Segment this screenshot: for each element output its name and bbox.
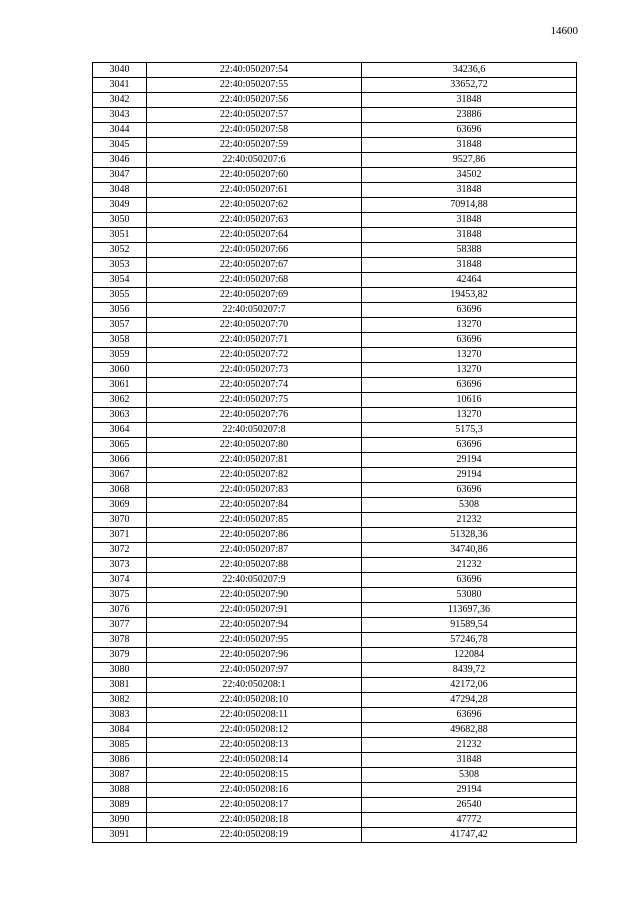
row-number-cell: 3057	[93, 318, 147, 333]
row-number-cell: 3086	[93, 753, 147, 768]
cadastral-number-cell: 22:40:050207:82	[147, 468, 362, 483]
table-row	[93, 513, 577, 528]
table-row	[93, 603, 577, 618]
row-number-cell: 3091	[93, 828, 147, 843]
cadastral-number-cell: 22:40:050207:57	[147, 108, 362, 123]
row-number-cell: 3064	[93, 423, 147, 438]
row-number-cell: 3077	[93, 618, 147, 633]
table-row	[93, 693, 577, 708]
cadastral-number-cell: 22:40:050208:12	[147, 723, 362, 738]
table-row	[93, 378, 577, 393]
row-number-cell: 3053	[93, 258, 147, 273]
table-row	[93, 708, 577, 723]
cadastral-number-cell: 22:40:050208:18	[147, 813, 362, 828]
cadastral-number-cell: 22:40:050207:94	[147, 618, 362, 633]
cadastral-number-cell: 22:40:050207:6	[147, 153, 362, 168]
cadastral-number-cell: 22:40:050207:76	[147, 408, 362, 423]
table-row	[93, 138, 577, 153]
cadastral-value-cell: 63696	[362, 303, 577, 318]
cadastral-number-cell: 22:40:050207:87	[147, 543, 362, 558]
cadastral-value-cell: 58388	[362, 243, 577, 258]
table-row	[93, 618, 577, 633]
cadastral-value-cell: 23886	[362, 108, 577, 123]
cadastral-value-cell: 63696	[362, 333, 577, 348]
cadastral-number-cell: 22:40:050207:60	[147, 168, 362, 183]
cadastral-value-cell: 63696	[362, 708, 577, 723]
cadastral-number-cell: 22:40:050207:63	[147, 213, 362, 228]
cadastral-value-cell: 34236,6	[362, 63, 577, 78]
cadastral-number-cell: 22:40:050208:17	[147, 798, 362, 813]
cadastral-number-cell: 22:40:050207:67	[147, 258, 362, 273]
table-row	[93, 78, 577, 93]
table-row	[93, 633, 577, 648]
cadastral-number-cell: 22:40:050208:1	[147, 678, 362, 693]
cadastral-number-cell: 22:40:050207:83	[147, 483, 362, 498]
table-row	[93, 663, 577, 678]
row-number-cell: 3061	[93, 378, 147, 393]
row-number-cell: 3068	[93, 483, 147, 498]
cadastral-number-cell: 22:40:050208:14	[147, 753, 362, 768]
table-body	[93, 63, 577, 843]
row-number-cell: 3051	[93, 228, 147, 243]
row-number-cell: 3088	[93, 783, 147, 798]
cadastral-number-cell: 22:40:050207:86	[147, 528, 362, 543]
cadastral-value-cell: 47294,28	[362, 693, 577, 708]
row-number-cell: 3046	[93, 153, 147, 168]
table-row	[93, 423, 577, 438]
cadastral-value-cell: 10616	[362, 393, 577, 408]
table-row	[93, 468, 577, 483]
row-number-cell: 3054	[93, 273, 147, 288]
cadastral-number-cell: 22:40:050207:72	[147, 348, 362, 363]
cadastral-number-cell: 22:40:050207:8	[147, 423, 362, 438]
row-number-cell: 3056	[93, 303, 147, 318]
cadastral-number-cell: 22:40:050207:70	[147, 318, 362, 333]
cadastral-number-cell: 22:40:050207:64	[147, 228, 362, 243]
cadastral-number-cell: 22:40:050207:69	[147, 288, 362, 303]
cadastral-value-cell: 63696	[362, 483, 577, 498]
cadastral-number-cell: 22:40:050208:15	[147, 768, 362, 783]
row-number-cell: 3076	[93, 603, 147, 618]
cadastral-number-cell: 22:40:050207:66	[147, 243, 362, 258]
cadastral-number-cell: 22:40:050207:9	[147, 573, 362, 588]
row-number-cell: 3066	[93, 453, 147, 468]
cadastral-number-cell: 22:40:050207:91	[147, 603, 362, 618]
row-number-cell: 3063	[93, 408, 147, 423]
row-number-cell: 3040	[93, 63, 147, 78]
row-number-cell: 3085	[93, 738, 147, 753]
table-row	[93, 93, 577, 108]
row-number-cell: 3045	[93, 138, 147, 153]
cadastral-number-cell: 22:40:050207:61	[147, 183, 362, 198]
cadastral-value-cell: 63696	[362, 573, 577, 588]
cadastral-value-cell: 49682,88	[362, 723, 577, 738]
cadastral-number-cell: 22:40:050207:73	[147, 363, 362, 378]
table-row	[93, 123, 577, 138]
cadastral-value-cell: 29194	[362, 468, 577, 483]
cadastral-number-cell: 22:40:050207:75	[147, 393, 362, 408]
table-row	[93, 798, 577, 813]
cadastral-number-cell: 22:40:050207:80	[147, 438, 362, 453]
table-row	[93, 588, 577, 603]
cadastral-value-cell: 29194	[362, 453, 577, 468]
cadastral-number-cell: 22:40:050207:56	[147, 93, 362, 108]
table-row	[93, 768, 577, 783]
row-number-cell: 3087	[93, 768, 147, 783]
table-row	[93, 723, 577, 738]
cadastral-number-cell: 22:40:050207:81	[147, 453, 362, 468]
cadastral-number-cell: 22:40:050208:16	[147, 783, 362, 798]
cadastral-value-cell: 13270	[362, 348, 577, 363]
row-number-cell: 3065	[93, 438, 147, 453]
row-number-cell: 3060	[93, 363, 147, 378]
cadastral-value-table	[92, 62, 577, 843]
table-row	[93, 393, 577, 408]
cadastral-value-cell: 63696	[362, 123, 577, 138]
cadastral-value-cell: 31848	[362, 183, 577, 198]
row-number-cell: 3042	[93, 93, 147, 108]
row-number-cell: 3059	[93, 348, 147, 363]
cadastral-value-cell: 42172,06	[362, 678, 577, 693]
table-row	[93, 318, 577, 333]
cadastral-value-cell: 91589,54	[362, 618, 577, 633]
cadastral-number-cell: 22:40:050207:55	[147, 78, 362, 93]
cadastral-number-cell: 22:40:050207:84	[147, 498, 362, 513]
row-number-cell: 3043	[93, 108, 147, 123]
cadastral-number-cell: 22:40:050208:13	[147, 738, 362, 753]
row-number-cell: 3041	[93, 78, 147, 93]
cadastral-value-cell: 113697,36	[362, 603, 577, 618]
cadastral-value-cell: 13270	[362, 408, 577, 423]
cadastral-number-cell: 22:40:050207:7	[147, 303, 362, 318]
row-number-cell: 3073	[93, 558, 147, 573]
cadastral-value-cell: 19453,82	[362, 288, 577, 303]
cadastral-number-cell: 22:40:050207:96	[147, 648, 362, 663]
row-number-cell: 3083	[93, 708, 147, 723]
row-number-cell: 3052	[93, 243, 147, 258]
table-row	[93, 648, 577, 663]
cadastral-number-cell: 22:40:050208:11	[147, 708, 362, 723]
table-row	[93, 813, 577, 828]
row-number-cell: 3048	[93, 183, 147, 198]
cadastral-value-cell: 63696	[362, 378, 577, 393]
table-row	[93, 753, 577, 768]
cadastral-number-cell: 22:40:050207:97	[147, 663, 362, 678]
cadastral-number-cell: 22:40:050207:62	[147, 198, 362, 213]
row-number-cell: 3069	[93, 498, 147, 513]
row-number-cell: 3049	[93, 198, 147, 213]
cadastral-value-cell: 5308	[362, 768, 577, 783]
table-row	[93, 198, 577, 213]
table-row	[93, 678, 577, 693]
row-number-cell: 3044	[93, 123, 147, 138]
table-row	[93, 153, 577, 168]
row-number-cell: 3075	[93, 588, 147, 603]
cadastral-value-cell: 21232	[362, 513, 577, 528]
cadastral-value-cell: 53080	[362, 588, 577, 603]
row-number-cell: 3071	[93, 528, 147, 543]
row-number-cell: 3062	[93, 393, 147, 408]
table-row	[93, 348, 577, 363]
cadastral-value-cell: 41747,42	[362, 828, 577, 843]
cadastral-value-cell: 34740,86	[362, 543, 577, 558]
cadastral-value-cell: 5308	[362, 498, 577, 513]
table-row	[93, 783, 577, 798]
row-number-cell: 3047	[93, 168, 147, 183]
row-number-cell: 3078	[93, 633, 147, 648]
row-number-cell: 3072	[93, 543, 147, 558]
row-number-cell: 3050	[93, 213, 147, 228]
table-row	[93, 483, 577, 498]
table-row	[93, 183, 577, 198]
table-row	[93, 258, 577, 273]
cadastral-value-cell: 42464	[362, 273, 577, 288]
row-number-cell: 3080	[93, 663, 147, 678]
cadastral-value-cell: 31848	[362, 93, 577, 108]
cadastral-value-cell: 5175,3	[362, 423, 577, 438]
cadastral-value-cell: 47772	[362, 813, 577, 828]
cadastral-value-cell: 9527,86	[362, 153, 577, 168]
table-row	[93, 543, 577, 558]
table-row	[93, 333, 577, 348]
cadastral-number-cell: 22:40:050207:58	[147, 123, 362, 138]
row-number-cell: 3089	[93, 798, 147, 813]
row-number-cell: 3070	[93, 513, 147, 528]
cadastral-value-cell: 31848	[362, 213, 577, 228]
row-number-cell: 3074	[93, 573, 147, 588]
cadastral-value-cell: 26540	[362, 798, 577, 813]
cadastral-value-cell: 21232	[362, 738, 577, 753]
table-row	[93, 303, 577, 318]
cadastral-value-cell: 13270	[362, 318, 577, 333]
table-row	[93, 558, 577, 573]
table-row	[93, 408, 577, 423]
table-row	[93, 573, 577, 588]
cadastral-value-cell: 33652,72	[362, 78, 577, 93]
table-row	[93, 288, 577, 303]
cadastral-value-cell: 122084	[362, 648, 577, 663]
cadastral-number-cell: 22:40:050207:74	[147, 378, 362, 393]
table-row	[93, 363, 577, 378]
cadastral-value-cell: 51328,36	[362, 528, 577, 543]
cadastral-number-cell: 22:40:050207:95	[147, 633, 362, 648]
table-row	[93, 273, 577, 288]
cadastral-value-cell: 34502	[362, 168, 577, 183]
row-number-cell: 3055	[93, 288, 147, 303]
cadastral-number-cell: 22:40:050207:68	[147, 273, 362, 288]
cadastral-value-cell: 70914,88	[362, 198, 577, 213]
row-number-cell: 3090	[93, 813, 147, 828]
row-number-cell: 3067	[93, 468, 147, 483]
table-row	[93, 168, 577, 183]
cadastral-number-cell: 22:40:050207:85	[147, 513, 362, 528]
table-row	[93, 213, 577, 228]
table-row	[93, 738, 577, 753]
table-row	[93, 828, 577, 843]
table-row	[93, 438, 577, 453]
cadastral-value-cell: 29194	[362, 783, 577, 798]
cadastral-value-cell: 57246,78	[362, 633, 577, 648]
cadastral-number-cell: 22:40:050207:90	[147, 588, 362, 603]
cadastral-value-cell: 63696	[362, 438, 577, 453]
cadastral-number-cell: 22:40:050207:88	[147, 558, 362, 573]
cadastral-number-cell: 22:40:050208:10	[147, 693, 362, 708]
cadastral-value-cell: 31848	[362, 753, 577, 768]
cadastral-number-cell: 22:40:050207:59	[147, 138, 362, 153]
cadastral-value-cell: 13270	[362, 363, 577, 378]
table-row	[93, 498, 577, 513]
row-number-cell: 3058	[93, 333, 147, 348]
cadastral-value-cell: 31848	[362, 138, 577, 153]
table-row	[93, 243, 577, 258]
table-row	[93, 108, 577, 123]
row-number-cell: 3082	[93, 693, 147, 708]
cadastral-value-cell: 8439,72	[362, 663, 577, 678]
cadastral-value-cell: 21232	[362, 558, 577, 573]
cadastral-value-cell: 31848	[362, 258, 577, 273]
table-row	[93, 228, 577, 243]
cadastral-value-cell: 31848	[362, 228, 577, 243]
row-number-cell: 3081	[93, 678, 147, 693]
cadastral-number-cell: 22:40:050207:71	[147, 333, 362, 348]
row-number-cell: 3084	[93, 723, 147, 738]
table-row	[93, 63, 577, 78]
table-row	[93, 528, 577, 543]
row-number-cell: 3079	[93, 648, 147, 663]
cadastral-number-cell: 22:40:050207:54	[147, 63, 362, 78]
page-number: 14600	[550, 25, 578, 37]
table-row	[93, 453, 577, 468]
cadastral-number-cell: 22:40:050208:19	[147, 828, 362, 843]
